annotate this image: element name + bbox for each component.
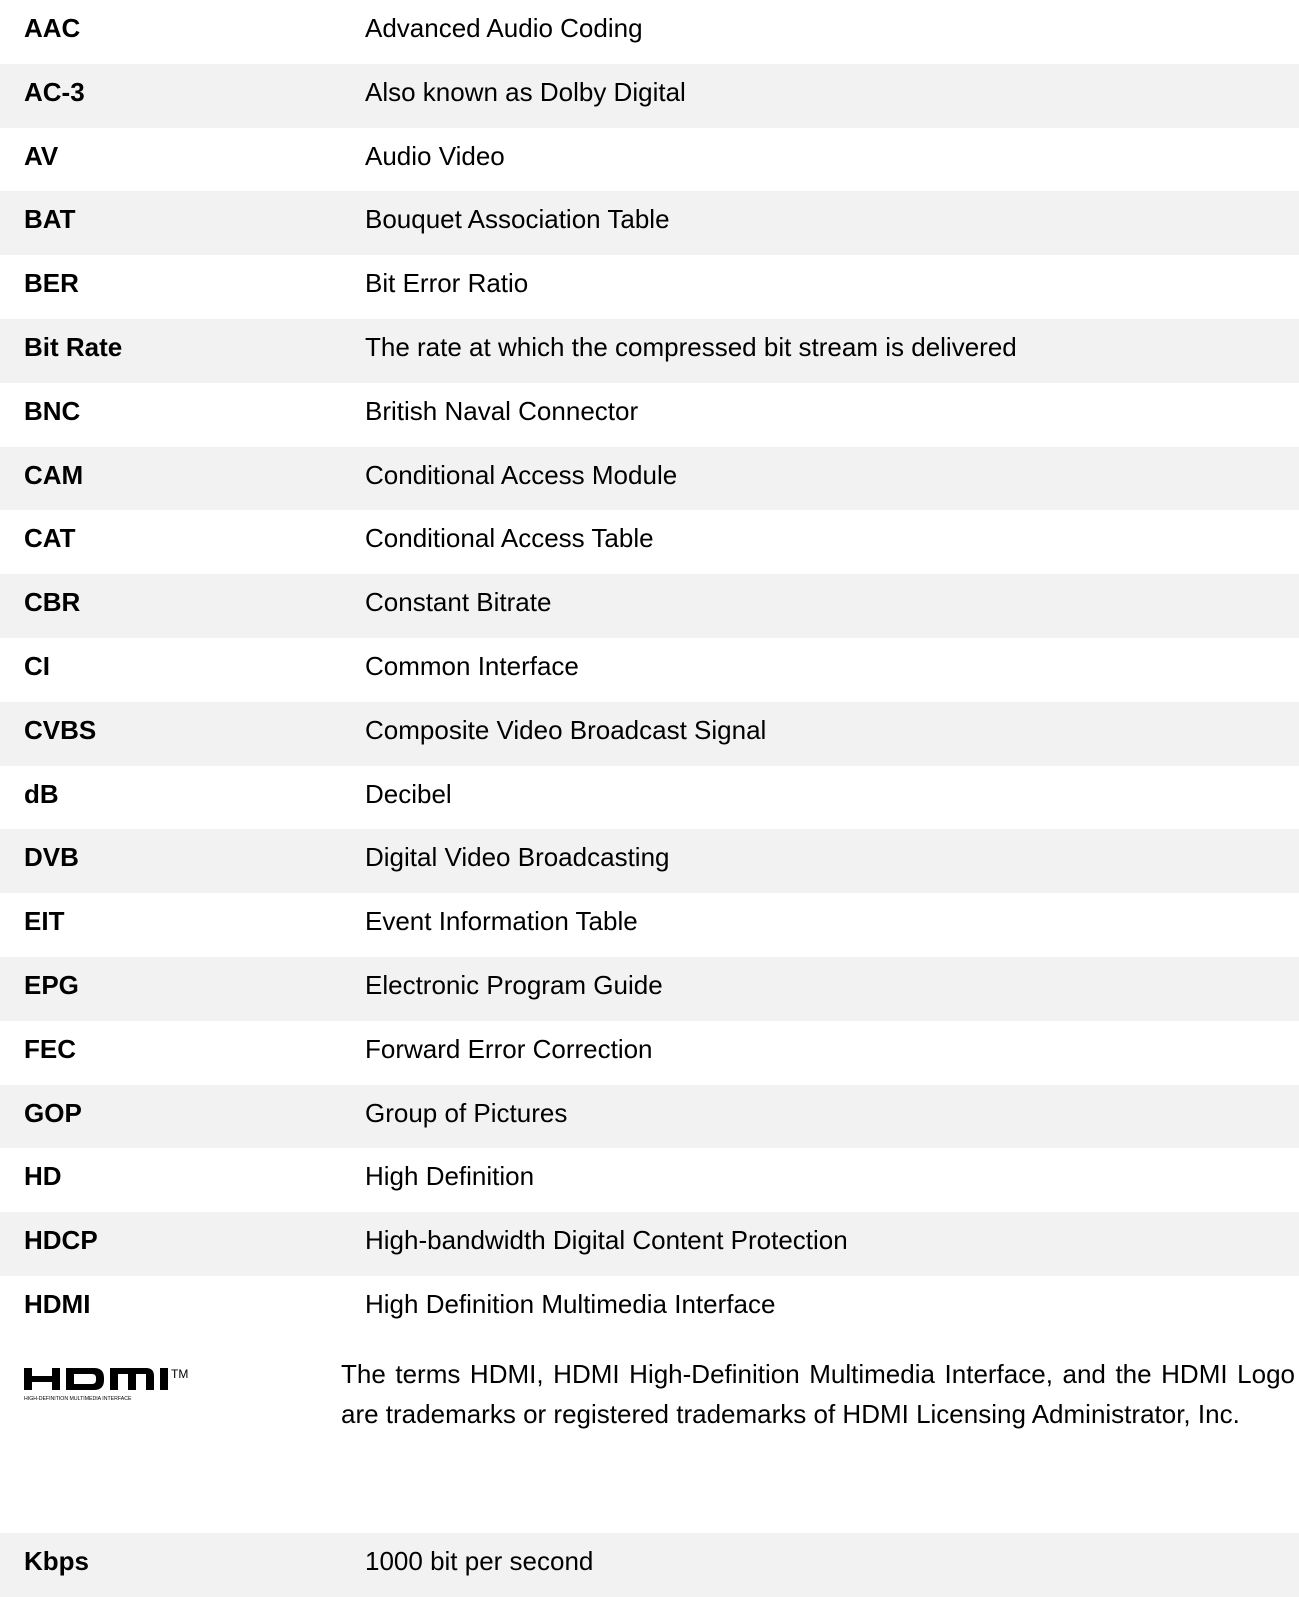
glossary-term: HD [24, 1161, 62, 1192]
glossary-definition: Forward Error Correction [365, 1033, 653, 1064]
glossary-definition: Decibel [365, 778, 452, 809]
glossary-definition: High-bandwidth Digital Content Protection [365, 1225, 848, 1256]
glossary-term: CVBS [24, 714, 97, 745]
hdmi-logo-icon [24, 1358, 204, 1408]
glossary-term: HDCP [24, 1225, 98, 1256]
glossary-row [0, 1212, 1299, 1276]
glossary-term: AV [24, 140, 59, 171]
glossary-term: HDMI [24, 1288, 91, 1319]
glossary-row [0, 0, 1299, 64]
glossary-row [0, 638, 1299, 702]
glossary-row [0, 574, 1299, 638]
glossary-definition: Group of Pictures [365, 1097, 568, 1128]
glossary-row [0, 1085, 1299, 1149]
glossary-term: FEC [24, 1033, 76, 1064]
glossary-term: EPG [24, 969, 79, 1000]
glossary-definition: High Definition [365, 1161, 535, 1192]
glossary-row [0, 1276, 1299, 1340]
glossary-row [0, 128, 1299, 192]
hdmi-trademark-symbol: TM [171, 1366, 189, 1381]
glossary-definition: Advanced Audio Coding [365, 13, 643, 43]
glossary-term: Kbps [24, 1545, 89, 1576]
glossary-row [0, 957, 1299, 1021]
glossary-row [0, 1021, 1299, 1085]
glossary-term: CAM [24, 459, 84, 490]
glossary-definition: Composite Video Broadcast Signal [365, 714, 767, 745]
glossary-term: BER [24, 268, 79, 299]
glossary-row [0, 1148, 1299, 1212]
glossary-definition: Digital Video Broadcasting [365, 842, 670, 873]
glossary-term: BNC [24, 395, 81, 426]
glossary-row [0, 829, 1299, 893]
glossary-term: GOP [24, 1097, 82, 1128]
glossary-row [0, 191, 1299, 255]
hdmi-trademark-text: The terms HDMI, HDMI High-Definition Multimedia Interface, and the HDMI Logo are trademarks or registered trademarks of HDMI Licensing Administrator, Inc. [341, 1358, 1295, 1429]
glossary-term: Bit Rate [24, 331, 123, 362]
glossary-definition: High Definition Multimedia Interface [365, 1288, 776, 1319]
glossary-term: dB [24, 778, 59, 809]
glossary-row [0, 447, 1299, 511]
glossary-row [0, 1533, 1299, 1597]
glossary-row [0, 893, 1299, 957]
glossary-definition: British Naval Connector [365, 395, 639, 426]
glossary-term: CBR [24, 587, 81, 618]
glossary-term: AAC [24, 13, 81, 43]
glossary-definition: Bit Error Ratio [365, 268, 529, 299]
glossary-term: CI [24, 650, 50, 681]
glossary-term: AC-3 [24, 76, 85, 107]
glossary-row [0, 766, 1299, 830]
glossary-term: EIT [24, 906, 65, 937]
glossary-definition: Event Information Table [365, 906, 638, 937]
glossary-term: BAT [24, 204, 76, 235]
glossary-term: DVB [24, 842, 79, 873]
glossary-definition: Audio Video [365, 140, 505, 171]
glossary-row [0, 255, 1299, 319]
glossary-row [0, 702, 1299, 766]
glossary-definition: The rate at which the compressed bit stream is delivered [365, 331, 1017, 362]
hdmi-trademark-row [0, 1340, 1299, 1533]
glossary-definition: Electronic Program Guide [365, 969, 663, 1000]
glossary-definition: Bouquet Association Table [365, 204, 670, 235]
hdmi-logo-tagline: HIGH-DEFINITION MULTIMEDIA INTERFACE [24, 1395, 132, 1402]
glossary-definition: Common Interface [365, 650, 579, 681]
glossary-row [0, 383, 1299, 447]
glossary-row [0, 319, 1299, 383]
glossary-definition: Constant Bitrate [365, 587, 552, 618]
glossary-row [0, 64, 1299, 128]
glossary-definition: 1000 bit per second [365, 1545, 594, 1576]
glossary-definition: Conditional Access Module [365, 459, 678, 490]
glossary-definition: Conditional Access Table [365, 523, 654, 554]
glossary-definition: Also known as Dolby Digital [365, 76, 686, 107]
glossary-row [0, 510, 1299, 574]
glossary-term: CAT [24, 523, 76, 554]
